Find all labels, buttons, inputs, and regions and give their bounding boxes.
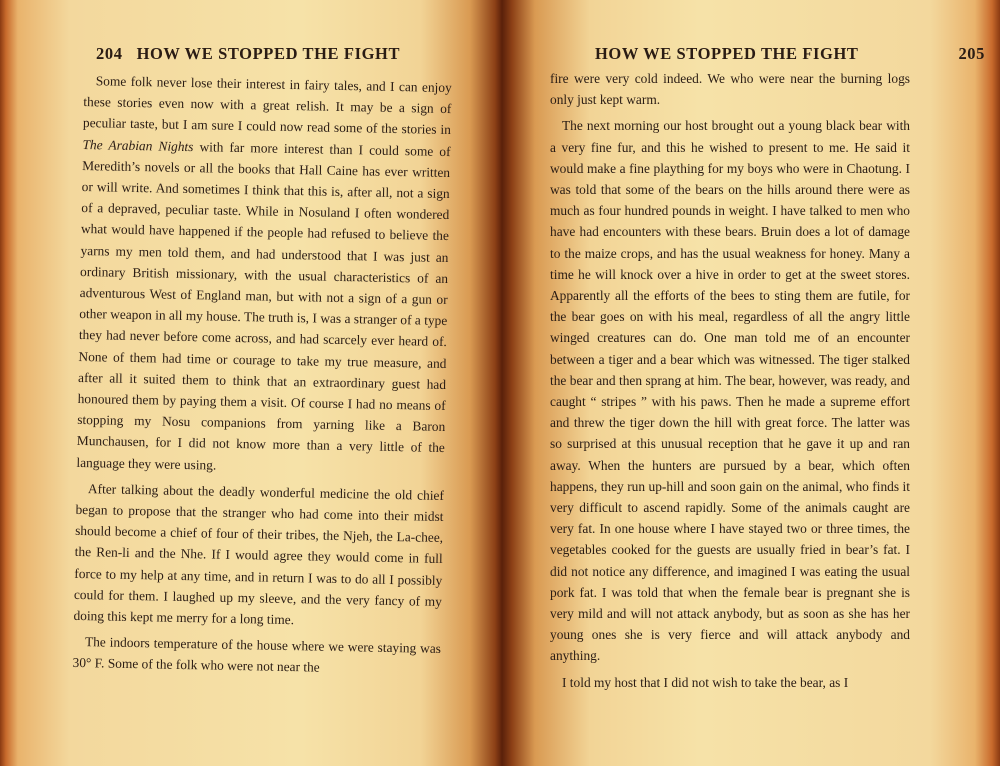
left-body-text <box>72 70 452 681</box>
left-paragraph-1 <box>76 70 452 480</box>
right-page-number: 205 <box>958 44 985 63</box>
right-paragraph-2: The next morning our host brought out a young black bear with a very fine fur, and this he wished to present to me. He said it would make a fine plaything for my boys who were in Chaotung. I was told that some of the bears on the hills around there were as much as four hundred pounds in weight. I have talked to men who have had encounters with these bears. Bruin does a lot of damage to the maize crops, and has the usual weakness for honey. Many a time he will knock over a hive in order to get at the sweet stores. Apparently all the efforts of the bees to sting them are futile, for the bear goes on with his meal, regardless of all the angry little winged creatures can do. One man told me of an encounter between a tiger and a bear which was witnessed. The tiger stalked the bear and then sprang at him. The bear, however, was ready, and caught “ stripes ” with his paws. Then he made a supreme effort and threw the tiger down the hill with great force. The latter was so surprised at this unusual reception that he gave it up and ran away. When the hunters are pursued by a bear, which often happens, they run up-hill and soon gain on the animal, who finds it very difficult to ascend rapidly. Some of the animals caught are very fat. In one house where I have stayed two or three times, the vegetables cooked for the guests are usually fried in bear’s fat. I did not notice any difference, and imagined I was eating the usual pork fat. I was told that when the female bear is pregnant she is very mild and will not attack anybody, but as soon as she has her young ones she is very fierce and will attack anybody and anything. <box>550 118 910 664</box>
left-running-head-title: HOW WE STOPPED THE FIGHT <box>136 44 401 63</box>
left-paragraph-3: The indoors temperature of the house where we were staying was 30° F. Some of the folk who were not near the <box>72 634 442 676</box>
right-running-head-title: HOW WE STOPPED THE FIGHT <box>595 44 859 63</box>
book-title-italic: The Arabian Nights <box>82 136 194 154</box>
left-running-header <box>96 44 456 64</box>
right-paragraph-1: fire were very cold indeed. We who were near the burning logs only just kept warm. <box>550 71 910 108</box>
right-body-text <box>550 68 910 693</box>
right-running-header <box>595 44 985 64</box>
right-page <box>503 0 1000 766</box>
right-paragraph-3: I told my host that I did not wish to take the bear, as I <box>562 674 849 690</box>
left-paragraph-2: After talking about the deadly wonderful medicine the old chief began to propose that the stranger who had come into their midst should become a chief of four of their tribes, the Njeh, the La-chee, the Ren-li and the Nhe. If I would agree they would come in full force to my help at any time, and in return I was to do all I possibly could for them. I laughed up my sleeve, and the very fancy of my doing this kept me merry for a long time. <box>73 481 445 628</box>
left-paragraph-1-text-a: Some folk never lose their interest in fairy tales, and I can enjoy these stories even now with a great relish. It may be a sign of peculiar taste, but I am sure I could now read some of the stories in <box>82 73 452 138</box>
left-page-number: 204 <box>96 44 123 63</box>
left-paragraph-1-text-b: with far more interest than I could some of Meredith’s novels or all the books that Hall Caine has ever written or will write. And sometimes I think that this is, after all, not a sign of a depraved, peculiar taste. While in Nosuland I often wondered what would have happened if the people had refused to believe the yarns my men told them, and had understood that I was just an ordinary British missionary, with the usual characteristics of an adventurous West of England man, but with not a sign of a gun or other weapon in all my house. The truth is, I was a stranger of a type they had never before come across, and had scarcely ever heard of. None of them had time or courage to take my true measure, and after all it suited them to think that an extraordinary guest had honoured them by paying them a visit. Of course I had no means of stopping my Nosu companions from yarning like a Baron Munchausen, for I did not know more than a very little of the language they were using. <box>76 138 451 473</box>
